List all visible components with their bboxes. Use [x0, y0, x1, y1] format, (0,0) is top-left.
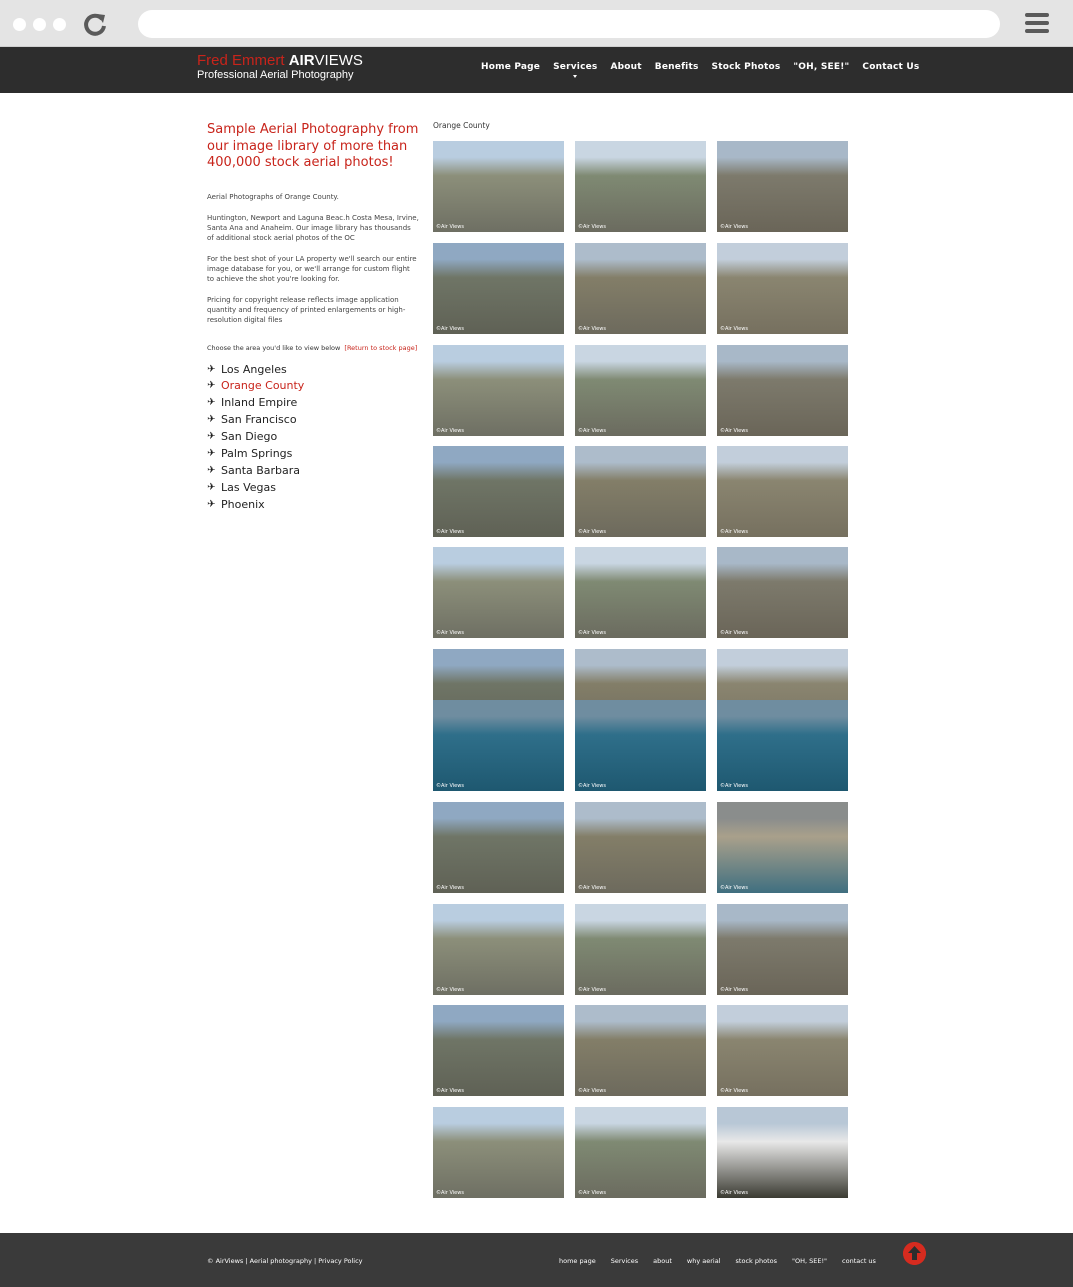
- photo-watermark: ©Air Views: [720, 1088, 748, 1094]
- photo-watermark: ©Air Views: [578, 987, 606, 993]
- airplane-icon: ✈: [207, 397, 216, 409]
- aerial-photo-thumbnail[interactable]: [575, 1107, 706, 1198]
- logo[interactable]: [197, 53, 363, 82]
- photo-watermark: ©Air Views: [436, 529, 464, 535]
- aerial-photo-thumbnail[interactable]: [717, 345, 848, 436]
- aerial-photo-thumbnail[interactable]: [575, 802, 706, 893]
- photo-watermark: ©Air Views: [720, 630, 748, 636]
- logo-tagline: Professional Aerial Photography: [197, 69, 354, 81]
- area-label: Las Vegas: [221, 480, 276, 494]
- footer-link-about[interactable]: about: [653, 1257, 672, 1265]
- aerial-photo-thumbnail[interactable]: [433, 446, 564, 537]
- aerial-photo-thumbnail[interactable]: [717, 141, 848, 232]
- airplane-icon: ✈: [207, 448, 216, 460]
- photo-watermark: ©Air Views: [436, 224, 464, 230]
- choose-area-label: Choose the area you'd like to view below: [207, 343, 341, 352]
- aerial-photo-thumbnail[interactable]: [575, 547, 706, 638]
- photo-watermark: ©Air Views: [436, 1190, 464, 1196]
- window-dot-icon: [13, 18, 26, 31]
- aerial-photo-thumbnail[interactable]: [717, 802, 848, 893]
- photo-watermark: ©Air Views: [578, 1190, 606, 1196]
- return-to-stock-link[interactable]: [Return to stock page]: [344, 343, 418, 352]
- logo-views: VIEWS: [314, 52, 363, 69]
- area-item-las-vegas[interactable]: [207, 480, 419, 497]
- footer-nav: [559, 1257, 891, 1265]
- footer-link-home[interactable]: home page: [559, 1257, 596, 1265]
- area-label: Palm Springs: [221, 447, 293, 461]
- nav-stock-photos[interactable]: Stock Photos: [711, 62, 781, 72]
- area-label: San Francisco: [221, 413, 297, 427]
- nav-services-label: Services: [553, 62, 598, 72]
- footer-link-contact[interactable]: contact us: [842, 1257, 876, 1265]
- site-footer: [0, 1233, 1073, 1287]
- logo-air: AIR: [288, 52, 315, 69]
- aerial-photo-thumbnail[interactable]: [717, 243, 848, 334]
- area-item-phoenix[interactable]: [207, 497, 419, 514]
- address-bar[interactable]: [138, 10, 1000, 38]
- area-item-san-diego[interactable]: [207, 429, 419, 446]
- reload-icon[interactable]: [82, 11, 108, 37]
- aerial-photo-thumbnail[interactable]: [717, 446, 848, 537]
- aerial-photo-thumbnail[interactable]: [575, 141, 706, 232]
- intro-paragraph: Pricing for copyright release reflects image application quantity and frequency of printed enlargements or high-resolution digital files: [207, 295, 406, 324]
- photo-watermark: ©Air Views: [578, 428, 606, 434]
- photo-watermark: ©Air Views: [720, 529, 748, 535]
- airplane-icon: ✈: [207, 498, 216, 510]
- area-label: Orange County: [221, 379, 305, 393]
- area-label: San Diego: [221, 430, 278, 444]
- airplane-icon: ✈: [207, 481, 216, 493]
- photo-watermark: ©Air Views: [436, 1088, 464, 1094]
- aerial-photo-thumbnail[interactable]: [433, 1005, 564, 1096]
- intro-paragraph: Aerial Photographs of Orange County.: [207, 192, 339, 201]
- airplane-icon: ✈: [207, 464, 216, 476]
- footer-copyright[interactable]: © AirViews | Aerial photography | Privacy Policy: [207, 1257, 363, 1265]
- intro-paragraph: For the best shot of your LA property we'll search our entire image database for you, or we'll arrange for custom flight to achieve the shot you're looking for.: [207, 254, 417, 283]
- airplane-icon: ✈: [207, 431, 216, 443]
- aerial-photo-thumbnail[interactable]: [717, 1005, 848, 1096]
- caret-down-icon: [573, 75, 577, 78]
- nav-oh-see[interactable]: "OH, SEE!": [793, 62, 850, 72]
- intro-column: [207, 122, 419, 514]
- photo-watermark: ©Air Views: [578, 326, 606, 332]
- site-header: [0, 47, 1073, 93]
- area-item-inland-empire[interactable]: [207, 395, 419, 412]
- photo-watermark: ©Air Views: [436, 428, 464, 434]
- photo-watermark: ©Air Views: [436, 783, 464, 789]
- aerial-photo-thumbnail[interactable]: [433, 141, 564, 232]
- area-item-orange-county[interactable]: [207, 378, 419, 395]
- area-label: Inland Empire: [221, 396, 298, 410]
- intro-paragraph: Huntington, Newport and Laguna Beac.h Costa Mesa, Irvine, Santa Ana and Anaheim. Our image library has thousands of additional stock aerial photos of the OC: [207, 213, 419, 242]
- aerial-photo-thumbnail[interactable]: [433, 547, 564, 638]
- aerial-photo-thumbnail[interactable]: [433, 904, 564, 995]
- aerial-photo-thumbnail[interactable]: [575, 700, 706, 791]
- logo-name: Fred Emmert: [197, 52, 285, 69]
- aerial-photo-thumbnail[interactable]: [575, 446, 706, 537]
- page-headline: Sample Aerial Photography from our image library of more than 400,000 stock aerial photos!: [207, 122, 419, 170]
- aerial-photo-thumbnail[interactable]: [433, 802, 564, 893]
- aerial-photo-thumbnail[interactable]: [433, 700, 564, 791]
- aerial-photo-thumbnail[interactable]: [717, 1107, 848, 1198]
- aerial-photo-thumbnail[interactable]: [575, 243, 706, 334]
- photo-watermark: ©Air Views: [578, 224, 606, 230]
- nav-contact[interactable]: Contact Us: [862, 62, 920, 72]
- photo-watermark: ©Air Views: [436, 987, 464, 993]
- footer-link-oh-see[interactable]: "OH, SEE!": [791, 1257, 828, 1265]
- airplane-icon: ✈: [207, 363, 216, 375]
- photo-watermark: ©Air Views: [578, 630, 606, 636]
- area-list: [207, 362, 419, 514]
- aerial-photo-thumbnail[interactable]: [717, 700, 848, 791]
- window-dot-icon: [53, 18, 66, 31]
- photo-watermark: ©Air Views: [720, 1190, 748, 1196]
- airplane-icon: ✈: [207, 380, 216, 392]
- window-dot-icon: [33, 18, 46, 31]
- aerial-photo-thumbnail[interactable]: [575, 1005, 706, 1096]
- photo-watermark: ©Air Views: [720, 428, 748, 434]
- photo-watermark: ©Air Views: [578, 885, 606, 891]
- aerial-photo-thumbnail[interactable]: [717, 547, 848, 638]
- aerial-photo-thumbnail[interactable]: [433, 345, 564, 436]
- aerial-photo-thumbnail[interactable]: [575, 345, 706, 436]
- area-item-los-angeles[interactable]: [207, 362, 419, 379]
- choose-area-text: [207, 344, 419, 352]
- main-nav: [481, 62, 932, 72]
- airplane-icon: ✈: [207, 414, 216, 426]
- nav-about[interactable]: About: [610, 62, 642, 72]
- footer-link-services[interactable]: Services: [610, 1257, 639, 1265]
- photo-watermark: ©Air Views: [436, 885, 464, 891]
- aerial-photo-thumbnail[interactable]: [717, 904, 848, 995]
- area-item-santa-barbara[interactable]: [207, 463, 419, 480]
- aerial-photo-thumbnail[interactable]: [433, 243, 564, 334]
- photo-watermark: ©Air Views: [720, 987, 748, 993]
- area-item-san-francisco[interactable]: [207, 412, 419, 429]
- nav-services[interactable]: [553, 62, 597, 72]
- footer-link-stock-photos[interactable]: stock photos: [735, 1257, 777, 1265]
- photo-watermark: ©Air Views: [720, 885, 748, 891]
- footer-link-why-aerial[interactable]: why aerial: [686, 1257, 721, 1265]
- photo-watermark: ©Air Views: [578, 783, 606, 789]
- photo-watermark: ©Air Views: [720, 326, 748, 332]
- nav-benefits[interactable]: Benefits: [654, 62, 699, 72]
- area-label: Los Angeles: [221, 362, 287, 376]
- photo-watermark: ©Air Views: [578, 529, 606, 535]
- photo-watermark: ©Air Views: [436, 630, 464, 636]
- area-label: Santa Barbara: [221, 463, 301, 477]
- browser-toolbar: [0, 0, 1073, 47]
- menu-icon[interactable]: [1025, 13, 1049, 35]
- photo-watermark: ©Air Views: [436, 326, 464, 332]
- aerial-photo-thumbnail[interactable]: [433, 1107, 564, 1198]
- nav-home[interactable]: Home Page: [481, 62, 541, 72]
- photo-watermark: ©Air Views: [720, 224, 748, 230]
- back-to-top-icon[interactable]: [903, 1242, 926, 1265]
- gallery-title: Orange County: [433, 121, 490, 130]
- area-label: Phoenix: [221, 497, 265, 511]
- photo-watermark: ©Air Views: [578, 1088, 606, 1094]
- area-item-palm-springs[interactable]: [207, 446, 419, 463]
- photo-watermark: ©Air Views: [720, 783, 748, 789]
- aerial-photo-thumbnail[interactable]: [575, 904, 706, 995]
